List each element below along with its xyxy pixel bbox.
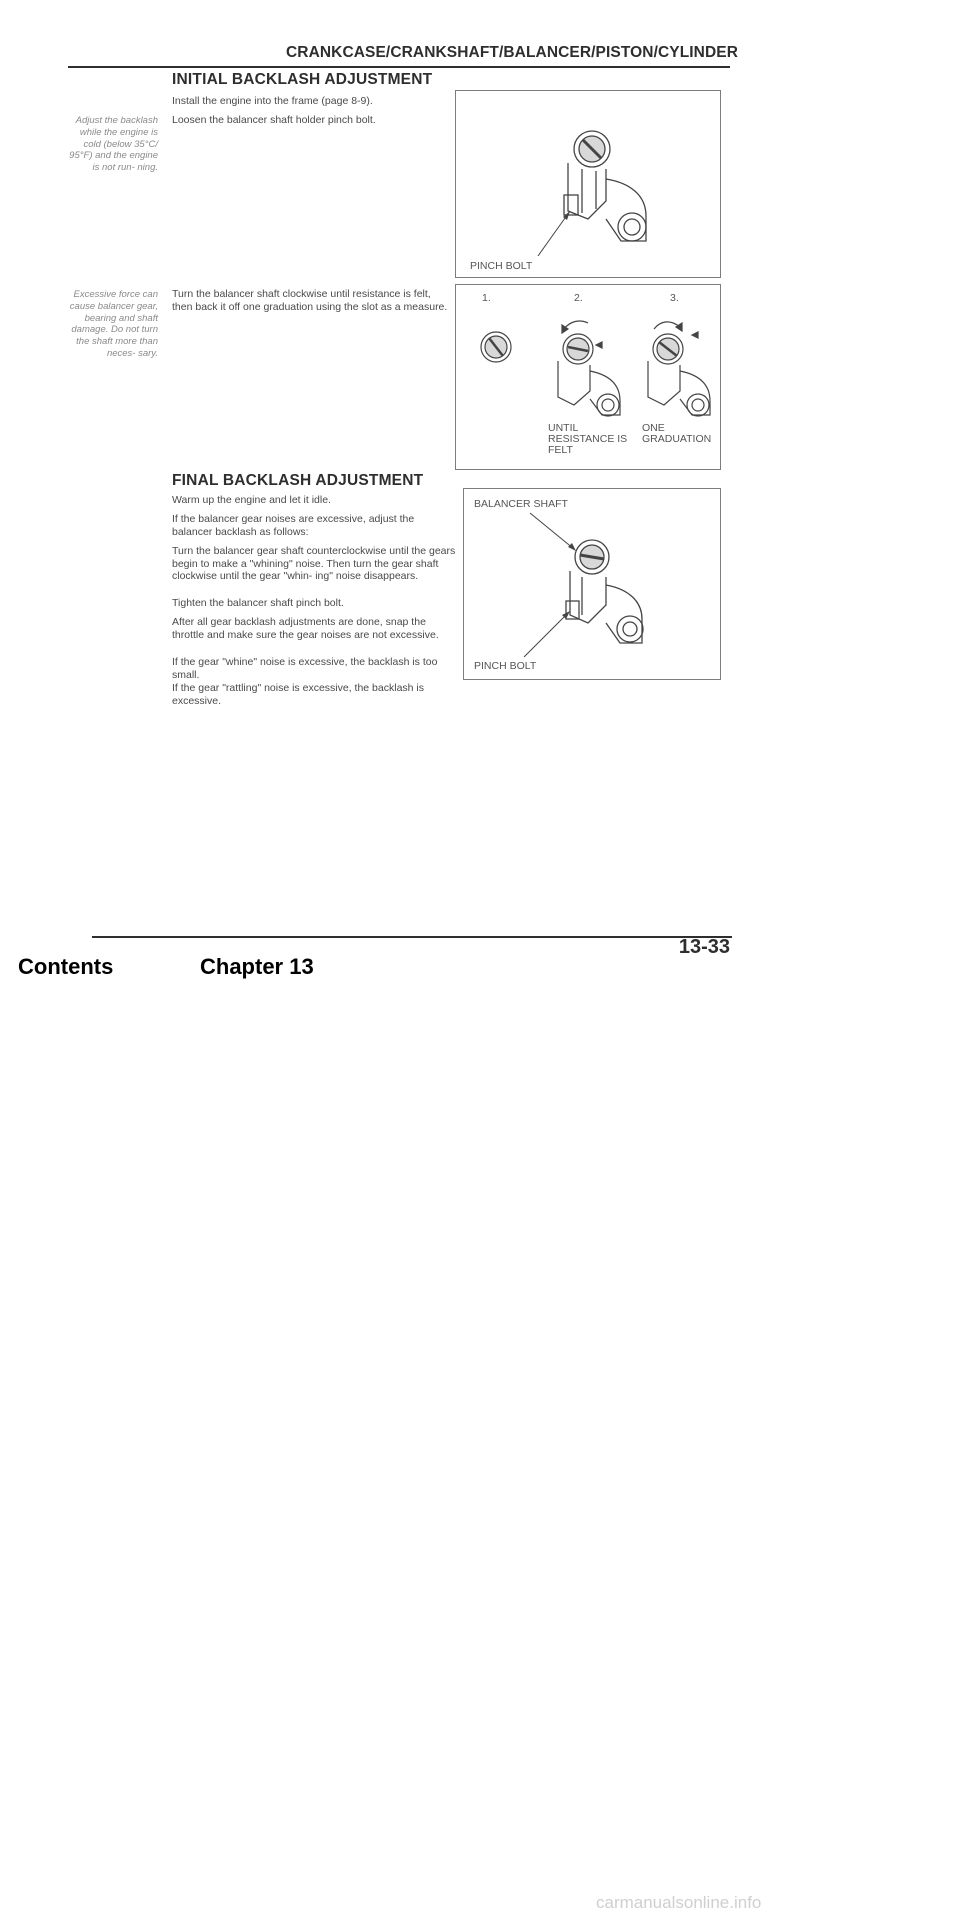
initial-step-turn: Turn the balancer shaft clockwise until resistance is felt, then back it off one graduation using the slot as a measure. bbox=[172, 288, 448, 313]
watermark: carmanualsonline.info bbox=[596, 1893, 762, 1912]
fig3-pinch-bolt-label: PINCH BOLT bbox=[474, 660, 537, 672]
final-step-turn-shaft: Turn the balancer gear shaft counterclockwise until the gears begin to make a "whining" noise. Then turn the gear shaft clockwise until the gear "whin- ing" noise disappears. bbox=[172, 545, 456, 583]
step-3-label: 3. bbox=[670, 292, 679, 304]
balancer-holder-drawing bbox=[456, 91, 720, 277]
initial-heading: INITIAL BACKLASH ADJUSTMENT bbox=[172, 71, 433, 88]
figure-adjustment-steps bbox=[455, 284, 721, 470]
running-header: CRANKCASE/CRANKSHAFT/BALANCER/PISTON/CYLINDER bbox=[286, 44, 739, 61]
step-1-label: 1. bbox=[482, 292, 491, 304]
final-note-whine: If the gear "whine" noise is excessive, the backlash is too small. bbox=[172, 656, 438, 681]
final-note-rattle: If the gear "rattling" noise is excessive, the backlash is excessive. bbox=[172, 682, 424, 707]
final-step-warm-up: Warm up the engine and let it idle. bbox=[172, 494, 331, 506]
step-2-label: 2. bbox=[574, 292, 583, 304]
final-heading: FINAL BACKLASH ADJUSTMENT bbox=[172, 472, 424, 489]
note-cold-engine: Adjust the backlash while the engine is cold (below 35°C/ 95°F) and the engine is not run- ning. bbox=[69, 115, 158, 174]
until-resistance-label: UNTIL RESISTANCE IS FELT bbox=[548, 422, 628, 456]
balancer-shaft-label: BALANCER SHAFT bbox=[474, 498, 568, 510]
balancer-shaft-drawing bbox=[464, 489, 720, 679]
fig1-pinch-bolt-label: PINCH BOLT bbox=[470, 260, 533, 272]
chapter-13-link[interactable]: Chapter 13 bbox=[200, 954, 314, 979]
final-step-snap-throttle: After all gear backlash adjustments are done, snap the throttle and make sure the gear noises are not excessive. bbox=[172, 616, 439, 641]
initial-step-loosen: Loosen the balancer shaft holder pinch bolt. bbox=[172, 114, 376, 126]
footer-rule bbox=[92, 936, 732, 938]
page-number: 13-33 bbox=[678, 936, 730, 958]
one-graduation-label: ONE GRADUATION bbox=[642, 422, 712, 445]
figure-pinch-bolt bbox=[455, 90, 721, 278]
figure-balancer-shaft bbox=[463, 488, 721, 680]
initial-step-install: Install the engine into the frame (page 8-9). bbox=[172, 95, 373, 107]
final-step-noise-check: If the balancer gear noises are excessive, adjust the balancer backlash as follows: bbox=[172, 513, 415, 538]
note-excessive-force: Excessive force can cause balancer gear, bearing and shaft damage. Do not turn the shaft more than neces- sary. bbox=[69, 289, 158, 359]
final-step-tighten: Tighten the balancer shaft pinch bolt. bbox=[172, 597, 344, 609]
header-rule bbox=[68, 66, 730, 68]
contents-link[interactable]: Contents bbox=[18, 954, 114, 979]
